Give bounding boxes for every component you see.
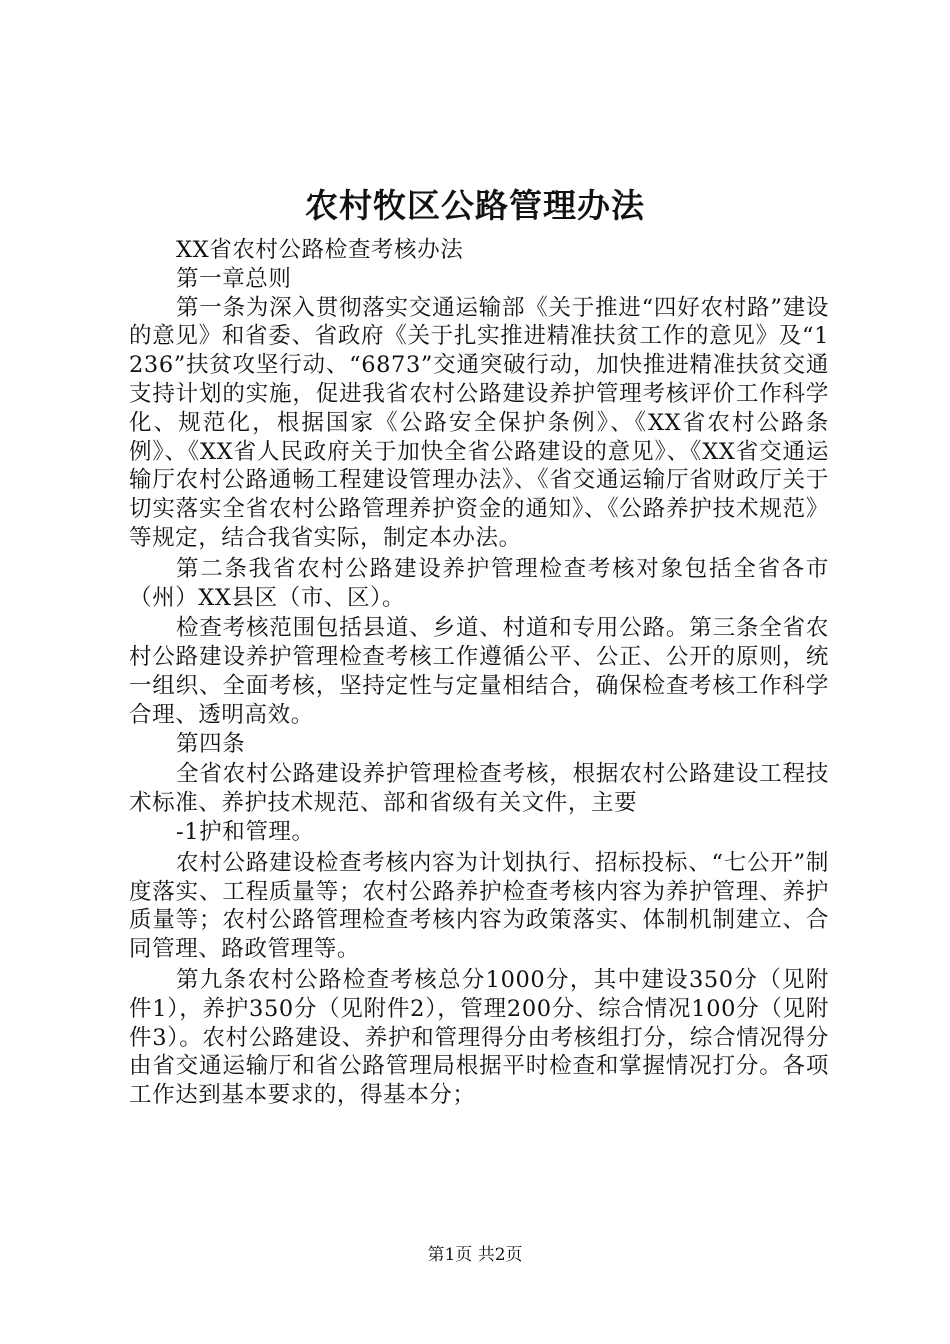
paragraph-article-1: 第一条为深入贯彻落实交通运输部《关于推进“四好农村路”建设的意见》和省委、省政府《关于扎实推进精准扶贫工作的意见》及“1236”扶贫攻坚行动、“6873”交通突破行动，加快推进精准扶贫交通支持计划的实施，促进我省农村公路建设养护管理考核评价工作科学化、规范化，根据国家《公路安全保护条例》、《XX省农村公路条例》、《XX省人民政府关于加快全省公路建设的意见》、《XX省交通运输厅农村公路通畅工程建设管理办法》、《省交通运输厅省财政厅关于切实落实全省农村公路管理养护资金的通知》、《公路养护技术规范》等规定，结合我省实际，制定本办法。 bbox=[129, 294, 829, 551]
paragraph-article-4: 全省农村公路建设养护管理检查考核，根据农村公路建设工程技术标准、养护技术规范、部和省级有关文件，主要 bbox=[129, 761, 829, 817]
paragraph-content: 农村公路建设检查考核内容为计划执行、招标投标、“七公开”制度落实、工程质量等；农村公路养护检查考核内容为养护管理、养护质量等；农村公路管理检查考核内容为政策落实、体制机制建立、合同管理、路政管理等。 bbox=[129, 849, 829, 963]
page-title: 农村牧区公路管理办法 bbox=[305, 186, 645, 225]
paragraph-subtitle: XX省农村公路检查考核办法 bbox=[176, 237, 464, 263]
document-body bbox=[129, 236, 829, 1110]
paragraph-article-3: 检查考核范围包括县道、乡道、村道和专用公路。第三条全省农村公路建设养护管理检查考核工作遵循公平、公正、公开的原则，统一组织、全面考核，坚持定性与定量相结合，确保检查考核工作科学合理、透明高效。 bbox=[129, 615, 829, 728]
paragraph-chapter-heading: 第一章总则 bbox=[176, 265, 292, 292]
paragraph-article-9: 第九条农村公路检查考核总分1000分，其中建设350分（见附件1），养护350分（见附件2），管理200分、综合情况100分（见附件3）。农村公路建设、养护和管理得分由考核组打分，综合情况得分由省交通运输厅和省公路管理局根据平时检查和掌握情况打分。各项工作达到基本要求的，得基本分； bbox=[129, 966, 829, 1109]
page-footer: 第1页 共2页 bbox=[427, 1245, 523, 1265]
paragraph-article-4-heading: 第四条 bbox=[176, 730, 246, 757]
paragraph-fragment: -1护和管理。 bbox=[176, 818, 315, 845]
paragraph-article-2: 第二条我省农村公路建设养护管理检查考核对象包括全省各市（州）XX县区（市、区）。 bbox=[129, 555, 829, 611]
